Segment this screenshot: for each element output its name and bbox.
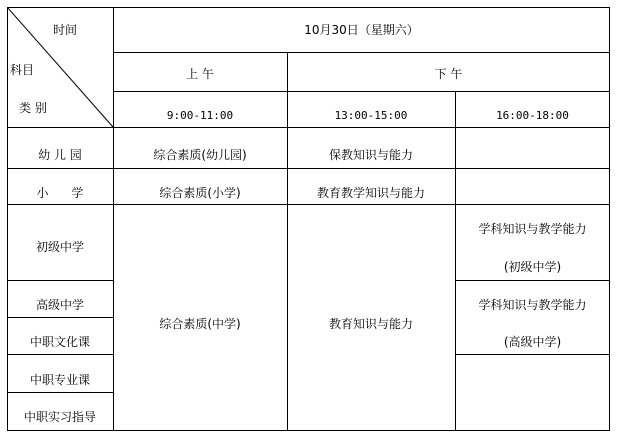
subject-cell: 学科知识与教学能力: [478, 298, 587, 312]
category-kindergarten: 幼 儿 园: [38, 148, 82, 162]
grid-line: [7, 354, 113, 355]
grid-line: [7, 168, 610, 169]
time-slot-3: 16:00-18:00: [496, 109, 569, 122]
morning-header: 上 午: [186, 67, 214, 81]
subject-cell: 学科知识与教学能力: [478, 222, 587, 236]
grid-line: [7, 204, 610, 205]
subject-cell: 教育教学知识与能力: [316, 186, 425, 200]
category-vocational-internship: 中职实习指导: [23, 410, 96, 424]
grid-line: [7, 317, 113, 318]
grid-line: [455, 354, 610, 355]
merged-subject-cell: 综合素质(中学): [159, 317, 241, 331]
category-vocational-specialty: 中职专业课: [29, 373, 90, 387]
date-header: 10月30日（星期六）: [304, 23, 419, 37]
exam-schedule-table: [7, 7, 610, 431]
category-primary: 小 学: [36, 186, 84, 200]
category-vocational-culture: 中职文化课: [29, 335, 90, 349]
corner-category-label: 类 别: [19, 101, 47, 115]
afternoon-header: 下 午: [434, 67, 463, 81]
time-slot-1: 9:00-11:00: [166, 109, 234, 122]
grid-line: [7, 280, 113, 281]
subject-cell: (初级中学): [503, 260, 562, 274]
subject-cell: 综合素质(小学): [159, 186, 241, 200]
subject-cell: (高级中学): [503, 335, 562, 349]
subject-cell: 保教知识与能力: [328, 148, 413, 162]
grid-line: [455, 280, 610, 281]
grid-line: [7, 392, 113, 393]
category-senior-high: 高级中学: [35, 298, 84, 312]
table-border-bottom: [7, 430, 610, 431]
merged-subject-cell: 教育知识与能力: [328, 317, 413, 331]
time-slot-2: 13:00-15:00: [334, 109, 408, 122]
category-junior-middle: 初级中学: [35, 240, 84, 254]
grid-line: [113, 91, 610, 92]
grid-line: [113, 52, 610, 53]
subject-cell: 综合素质(幼儿园): [153, 148, 247, 162]
corner-subject-label: 科目: [10, 63, 35, 77]
corner-time-label: 时间: [53, 23, 78, 37]
